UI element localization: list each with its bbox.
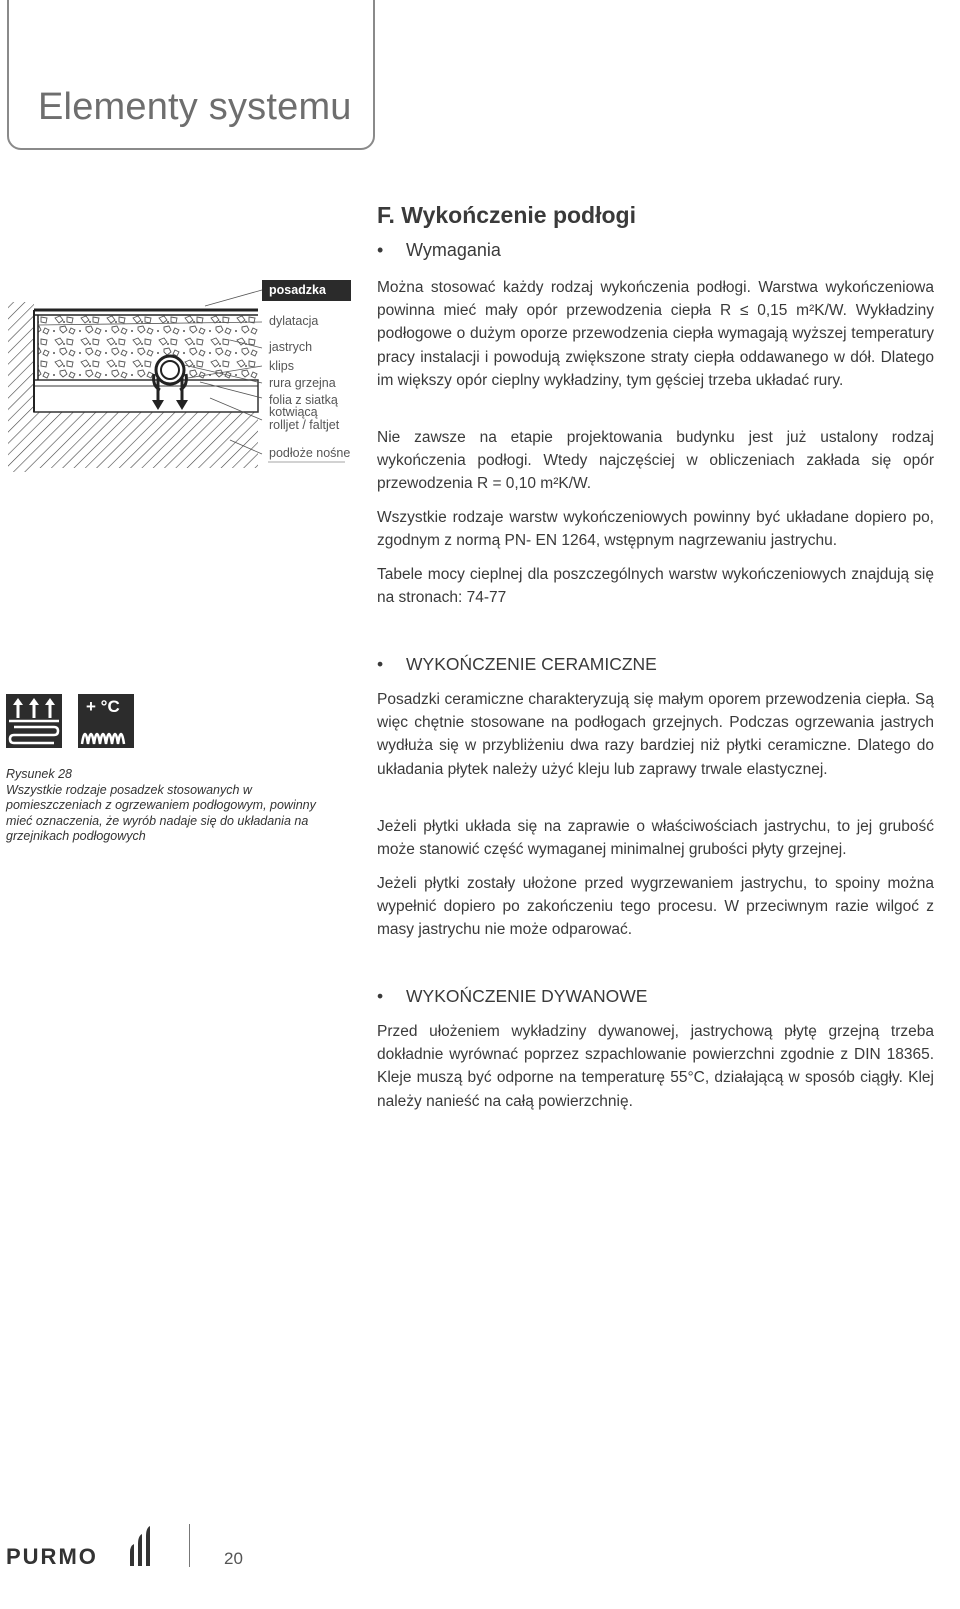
ceramic-heading-text: WYKOŃCZENIE CERAMICZNE [406,654,657,674]
carpet-paragraph-1: Przed ułożeniem wykładziny dywanowej, jastrychową płytę grzejną trzeba dokładnie wyrównać poprzez szpachlowanie powierzchni zgodnie z DIN 18365. Kleje muszą być odporne na temperaturę 55°C, działającą w sposób ciągły. Klej należy nanieść na całą powierzchnię. [377,1023,934,1110]
plus-celsius-heating-coil-icon [78,694,134,748]
label-rura: rura grzejna [269,376,336,390]
floor-heating-arrows-icon [6,694,62,748]
page-title: Elementy systemu [38,86,352,128]
label-folia-1: folia z siatką [269,393,338,407]
carpet-heading [377,986,647,1007]
ceramic-paragraph-3: Jeżeli płytki zostały ułożone przed wygrzewaniem jastrychu, to spoiny można wypełnić dopiero po zakończeniu tego procesu. W przeciwnym razie wilgoć z masy jastrychu nie może odparować. [377,875,934,939]
caption-title: Rysunek 28 [6,767,73,781]
requirements-heading [377,240,501,261]
requirements-paragraph-2: Nie zawsze na etapie projektowania budynku jest już ustalony rodzaj wykończenia podłogi. Wtedy najczęściej w obliczeniach zakłada się opór przewodzenia R = 0,10 m²K/W. [377,429,934,493]
carpet-heading-text: WYKOŃCZENIE DYWANOWE [406,986,648,1006]
plus-celsius-label: + °C [86,697,120,716]
requirements-paragraph-3: Wszystkie rodzaje warstw wykończeniowych powinny być układane dopiero po, zgodnym z normą PN- EN 1264, wstępnym nagrzewaniu jastrychu. [377,509,934,550]
purmo-logo [6,1524,166,1573]
label-posadzka: posadzka [262,280,351,301]
bullet: • [377,240,384,260]
bullet: • [377,654,384,674]
requirements-heading-text: Wymagania [406,240,501,260]
requirements-paragraph-4: Tabele mocy cieplnej dla poszczególnych warstw wykończeniowych znajdują się na stronach: 74-77 [377,566,934,607]
ceramic-heading [377,654,657,675]
label-jastrych: jastrych [269,340,313,354]
label-rolljet: rolljet / faltjet [269,418,340,432]
page-number: 20 [224,1549,243,1568]
label-folia-2: kotwiącą [269,405,318,419]
figure-caption [6,767,331,845]
bullet: • [377,986,384,1006]
ceramic-paragraph-2: Jeżeli płytki układa się na zaprawie o właściwościach jastrychu, to jej grubość może stanowić część wymaganej minimalnej grubości płyty grzejnej. [377,818,934,859]
requirements-paragraph-1: Można stosować każdy rodzaj wykończenia podłogi. Warstwa wykończeniowa powinna mieć mały opór przewodzenia ciepła R ≤ 0,15 m²K/W. Wykładziny podłogowe o dużym oporze przewodzenia ciepła wymagają wyższej temperatury pracy instalacji i powodują zwiększone straty ciepła oddawanego w dół. Dlatego im większy opór cieplny wykładziny, tym gęściej trzeba układać rury. [377,279,934,389]
section-title: F. Wykończenie podłogi [377,202,636,228]
ceramic-paragraph-1: Posadzki ceramiczne charakteryzują się małym oporem przewodzenia ciepła. Są więc chętnie stosowane na podłogach grzejnych. Podczas ogrzewania jastrych wydłuża się w przybliżeniu dwa razy bardziej niż płytki ceramiczne. Dlatego do układania płytek należy użyć kleju lub zaprawy trwale elastycznej. [377,691,934,778]
label-klips: klips [269,359,295,373]
caption-text: Wszystkie rodzaje posadzek stosowanych w pomieszczeniach z ogrzewaniem podłogowym, powinny mieć oznaczenia, że wyrób nadaje się do układania na grzejnikach podłogowych [6,782,316,843]
brand-text: PURMO [6,1544,98,1568]
label-podloze: podłoże nośne [269,446,351,460]
label-dylatacja: dylatacja [269,314,319,328]
footer-separator [189,1524,190,1567]
